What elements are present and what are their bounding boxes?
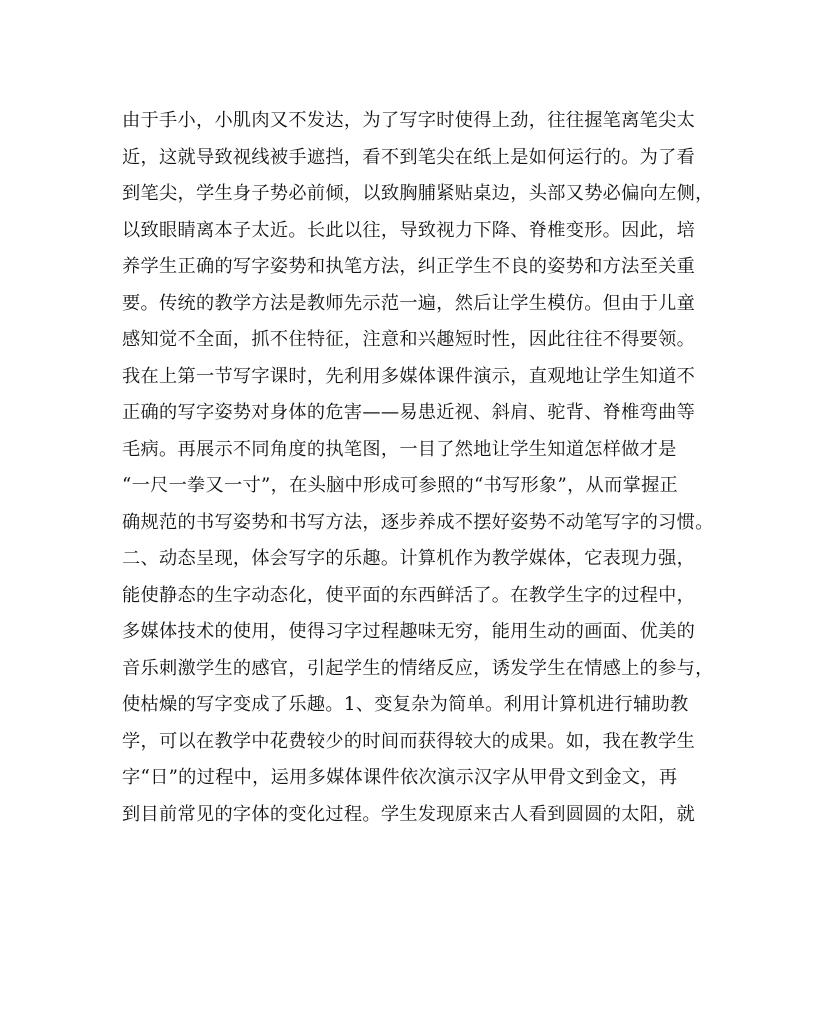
text-line: 毛病。再展示不同角度的执笔图，一目了然地让学生知道怎样做才是 <box>122 438 677 460</box>
text-line: 正确的写字姿势对身体的危害——易患近视、斜肩、驼背、脊椎弯曲等 <box>122 402 696 423</box>
text-line: 以致眼睛离本子太近。长此以往，导致视力下降、脊椎变形。因此，培 <box>122 219 696 241</box>
text-line: 由于手小，小肌肉又不发达，为了写字时使得上劲，往往握笔离笔尖太 <box>122 110 696 131</box>
text-line: 近，这就导致视线被手遮挡，看不到笔尖在纸上是如何运行的。为了看 <box>122 146 696 168</box>
text-line: 音乐刺激学生的感官，引起学生的情绪反应，诱发学生在情感上的参与， <box>122 657 714 679</box>
text-line: 学，可以在教学中花费较少的时间而获得较大的成果。如，我在教学生 <box>122 730 696 752</box>
text-line: 我在上第一节写字课时，先利用多媒体课件演示，直观地让学生知道不 <box>122 365 696 387</box>
text-line: 到目前常见的字体的变化过程。学生发现原来古人看到圆圆的太阳，就 <box>122 803 696 825</box>
text-line: 要。传统的教学方法是教师先示范一遍，然后让学生模仿。但由于儿童 <box>122 292 696 314</box>
text-line: 养学生正确的写字姿势和执笔方法，纠正学生不良的姿势和方法至关重 <box>122 256 696 277</box>
text-line: “一尺一拳又一寸”，在头脑中形成可参照的“书写形象”，从而掌握正 <box>122 475 679 496</box>
body-text <box>122 103 722 833</box>
text-line: 使枯燥的写字变成了乐趣。1、变复杂为简单。利用计算机进行辅助教 <box>122 694 689 715</box>
text-line: 二、动态呈现，体会写字的乐趣。计算机作为教学媒体，它表现力强， <box>122 548 696 569</box>
text-line: 多媒体技术的使用，使得习字过程趣味无穷，能用生动的画面、优美的 <box>122 621 696 642</box>
text-line: 字“日”的过程中，运用多媒体课件依次演示汉字从甲骨文到金文，再 <box>122 767 678 788</box>
text-line: 能使静态的生字动态化，使平面的东西鲜活了。在教学生字的过程中， <box>122 584 696 606</box>
text-line: 到笔尖，学生身子势必前倾，以致胸脯紧贴桌边，头部又势必偏向左侧， <box>122 183 714 204</box>
text-line: 感知觉不全面，抓不住特征，注意和兴趣短时性，因此往往不得要领。 <box>122 329 696 350</box>
text-line: 确规范的书写姿势和书写方法，逐步养成不摆好姿势不动笔写字的习惯。 <box>122 511 714 533</box>
